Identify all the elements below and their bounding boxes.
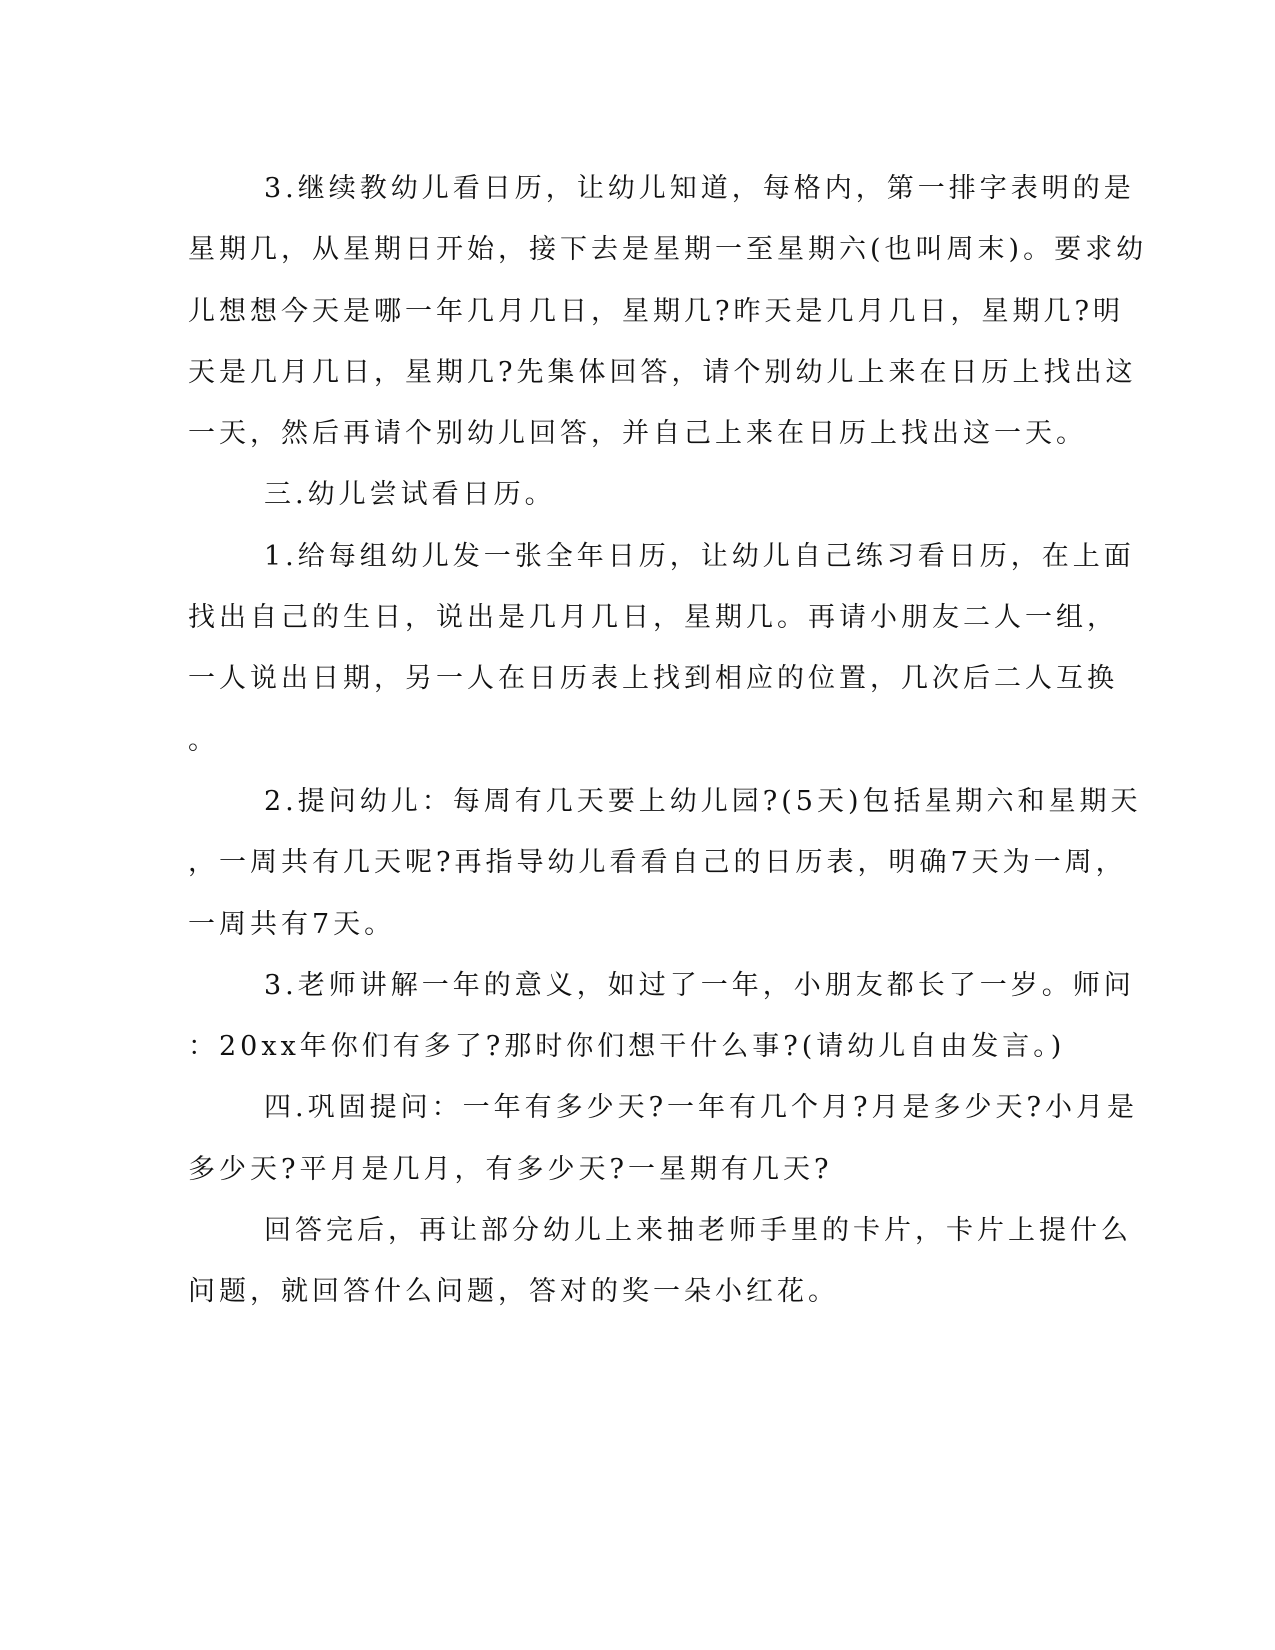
text-line: 星期几，从星期日开始，接下去是星期一至星期六(也叫周末)。要求幼 xyxy=(188,234,1148,266)
text-line: 回答完后，再让部分幼儿上来抽老师手里的卡片，卡片上提什么 xyxy=(264,1215,1132,1247)
text-line: 天是几月几日，星期几?先集体回答，请个别幼儿上来在日历上找出这 xyxy=(188,356,1137,388)
text-line: ：20xx年你们有多了?那时你们想干什么事?(请幼儿自由发言。) xyxy=(188,1031,1066,1063)
document-body xyxy=(188,158,1148,1323)
text-line: 1.给每组幼儿发一张全年日历，让幼儿自己练习看日历，在上面 xyxy=(264,540,1135,572)
text-line: ，一周共有几天呢?再指导幼儿看看自己的日历表，明确7天为一周， xyxy=(188,847,1127,879)
text-line: 找出自己的生日，说出是几月几日，星期几。再请小朋友二人一组， xyxy=(188,602,1118,634)
text-line: 问题，就回答什么问题，答对的奖一朵小红花。 xyxy=(188,1276,839,1308)
text-line: 3.老师讲解一年的意义，如过了一年，小朋友都长了一岁。师问 xyxy=(264,969,1135,1001)
text-line: 一人说出日期，另一人在日历表上找到相应的位置，几次后二人互换 xyxy=(188,663,1118,695)
text-line: 多少天?平月是几月，有多少天?一星期有几天? xyxy=(188,1153,833,1185)
text-line: 3.继续教幼儿看日历，让幼儿知道，每格内，第一排字表明的是 xyxy=(264,173,1135,204)
text-line: 一天，然后再请个别幼儿回答，并自己上来在日历上找出这一天。 xyxy=(188,418,1087,450)
text-line: 2.提问幼儿：每周有几天要上幼儿园?(5天)包括星期六和星期天 xyxy=(264,785,1142,817)
text-line: 儿想想今天是哪一年几月几日，星期几?昨天是几月几日，星期几?明 xyxy=(188,295,1124,327)
section-heading: 三.幼儿尝试看日历。 xyxy=(264,479,556,511)
text-line: 一周共有7天。 xyxy=(188,908,396,940)
section-heading: 四.巩固提问：一年有多少天?一年有几个月?月是多少天?小月是 xyxy=(264,1092,1139,1124)
text-line: 。 xyxy=(188,724,219,756)
